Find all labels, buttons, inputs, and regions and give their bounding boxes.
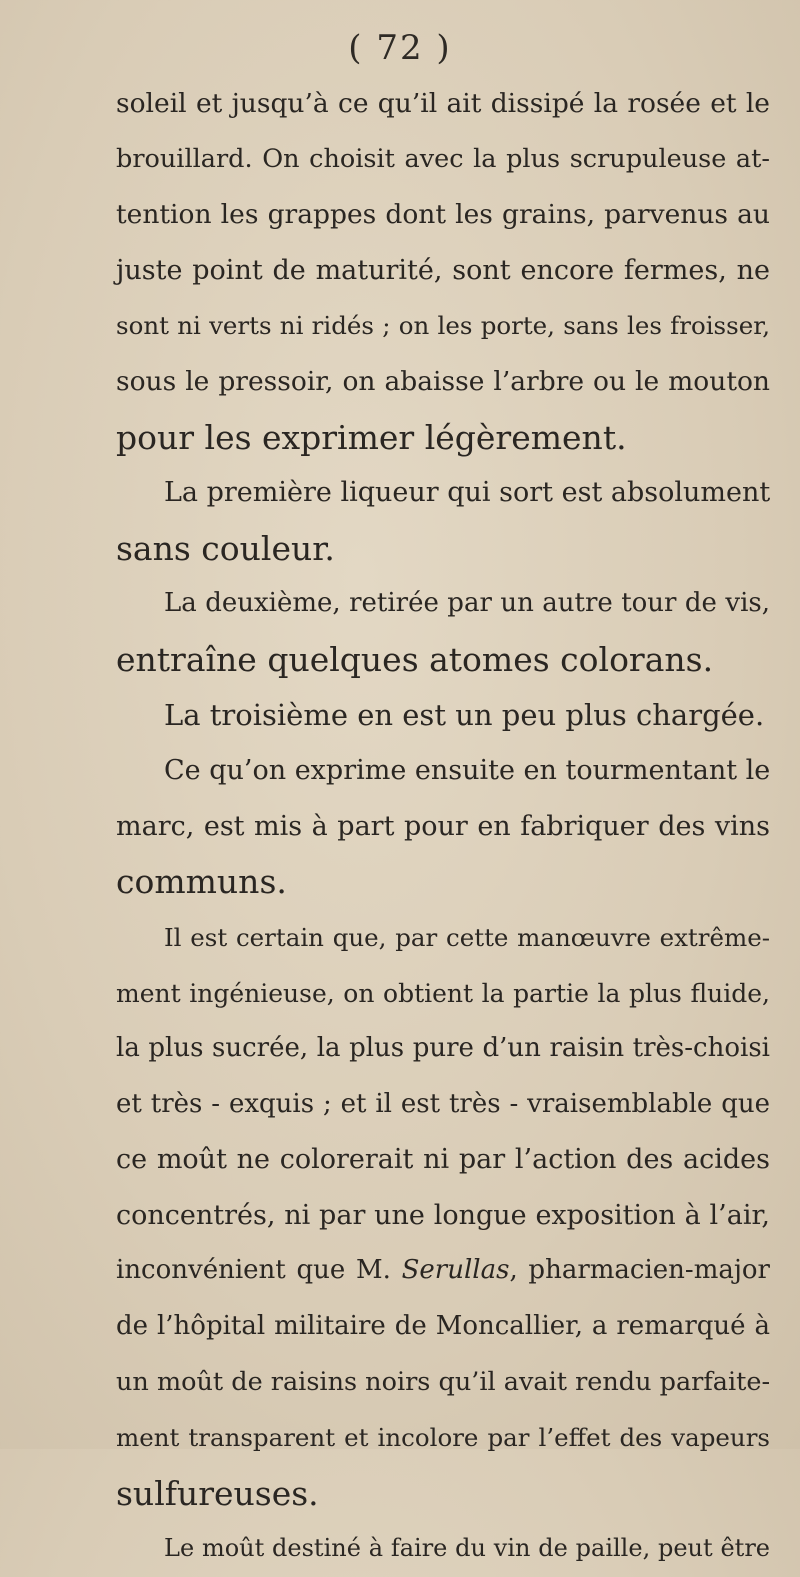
text-line: de l’hôpital militaire de Moncallier, a remarqué à xyxy=(116,1311,770,1342)
text-line: La troisième en est un peu plus chargée. xyxy=(164,697,765,732)
text-line: entraîne quelques atomes colorans. xyxy=(116,639,714,679)
text-line: un moût de raisins noirs qu’il avait rendu parfaite- xyxy=(116,1366,771,1397)
text-line: ment transparent et incolore par l’effet des vapeurs xyxy=(116,1423,770,1453)
text-line: brouillard. On choisit avec la plus scrupuleuse at- xyxy=(116,143,770,174)
text-line: juste point de maturité, sont encore fermes, ne xyxy=(116,254,770,286)
text-line: Le moût destiné à faire du vin de paille, peut être xyxy=(164,1534,770,1563)
text-line: Ce qu’on exprime ensuite en tourmentant le xyxy=(164,755,771,787)
text-line: pour les exprimer légèrement. xyxy=(116,417,627,457)
page-number: ( 72 ) xyxy=(348,28,452,68)
text-line: La deuxième, retirée par un autre tour de vis, xyxy=(164,588,770,619)
text-line: sans couleur. xyxy=(116,528,335,568)
text-line: sous le pressoir, on abaisse l’arbre ou le mouton xyxy=(116,365,770,397)
text-line: Il est certain que, par cette manœuvre extrême- xyxy=(164,922,770,952)
text-line: tention les grappes dont les grains, parvenus au xyxy=(116,199,770,231)
text-line: marc, est mis à part pour en fabriquer des vins xyxy=(116,810,770,842)
text-line: sulfureuses. xyxy=(116,1473,319,1513)
text-line: ce moût ne colorerait ni par l’action des acides xyxy=(116,1144,770,1176)
italic-name: Serullas xyxy=(401,1255,510,1286)
text-line: la plus sucrée, la plus pure d’un raisin très-choisi xyxy=(116,1033,770,1064)
text-line: sont ni verts ni ridés ; on les porte, sans les froisser, xyxy=(116,311,770,341)
body-text xyxy=(116,76,770,1577)
text-line: inconvénient que M. Serullas, pharmacien-major xyxy=(116,1255,770,1286)
text-line: et très - exquis ; et il est très - vraisemblable que xyxy=(116,1088,770,1119)
text-line: ment ingénieuse, on obtient la partie la plus fluide, xyxy=(116,978,770,1008)
text-line: concentrés, ni par une longue exposition à l’air, xyxy=(116,1199,770,1231)
text-line: soleil et jusqu’à ce qu’il ait dissipé la rosée et le xyxy=(116,88,770,119)
text-line: La première liqueur qui sort est absolument xyxy=(164,477,771,509)
text-line: communs. xyxy=(116,862,287,902)
